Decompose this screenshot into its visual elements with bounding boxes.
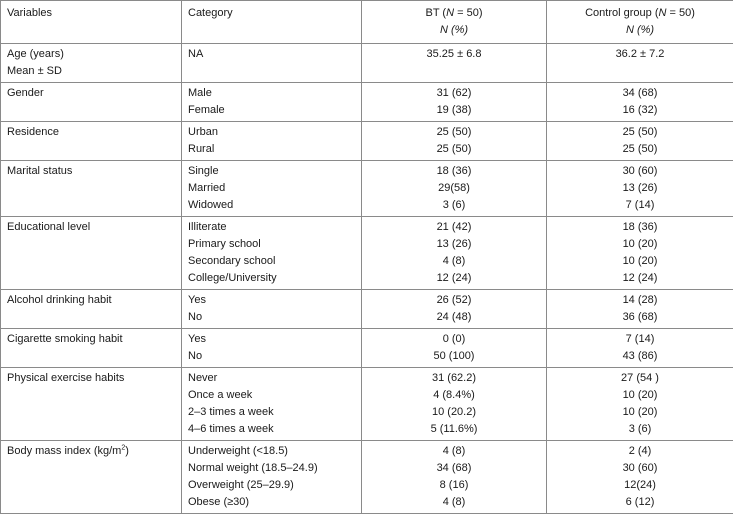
table-row [1,122,733,161]
table-row [1,217,733,290]
bt-value: 8 (16) [368,477,540,494]
category-cell [182,217,362,290]
category-value: Once a week [188,387,355,404]
bt-cell [362,290,547,329]
bt-value: 24 (48) [368,309,540,326]
control-cell [547,44,733,83]
control-value: 2 (4) [553,443,727,460]
control-value: 43 (86) [553,348,727,365]
bt-value: 5 (11.6%) [368,421,540,438]
table-row [1,161,733,217]
category-value: Never [188,370,355,387]
control-value: 7 (14) [553,197,727,214]
control-value: 36.2 ± 7.2 [553,46,727,63]
control-value: 7 (14) [553,331,727,348]
variable-cell: Alcohol drinking habit [1,290,182,329]
control-value: 25 (50) [553,141,727,158]
control-cell [547,441,733,514]
bt-cell [362,122,547,161]
bt-value: 26 (52) [368,292,540,309]
category-value: Normal weight (18.5–24.9) [188,460,355,477]
control-value: 16 (32) [553,102,727,119]
category-value: Urban [188,124,355,141]
category-cell [182,44,362,83]
bt-cell [362,217,547,290]
control-value: 12(24) [553,477,727,494]
category-value: Obese (≥30) [188,494,355,511]
category-value: Married [188,180,355,197]
control-value: 10 (20) [553,387,727,404]
category-value: Underweight (<18.5) [188,443,355,460]
header-bt-sub: N (%) [368,22,540,39]
bt-value: 18 (36) [368,163,540,180]
control-value: 30 (60) [553,460,727,477]
bt-value: 25 (50) [368,124,540,141]
category-value: NA [188,46,355,63]
category-value: Secondary school [188,253,355,270]
bt-value: 4 (8) [368,253,540,270]
control-cell [547,122,733,161]
variable-cell: Age (years) Mean ± SD [1,44,182,83]
control-value: 6 (12) [553,494,727,511]
category-value: No [188,309,355,326]
bt-cell [362,368,547,441]
control-value: 10 (20) [553,236,727,253]
bt-cell [362,44,547,83]
category-value: Yes [188,331,355,348]
category-value: Male [188,85,355,102]
bt-value: 4 (8.4%) [368,387,540,404]
control-value: 25 (50) [553,124,727,141]
bt-cell [362,441,547,514]
bt-value: 31 (62.2) [368,370,540,387]
bt-cell [362,161,547,217]
header-variables: Variables [1,1,182,44]
control-value: 12 (24) [553,270,727,287]
table-row [1,441,733,514]
header-control-sub: N (%) [553,22,727,39]
table-row [1,329,733,368]
category-value: 2–3 times a week [188,404,355,421]
category-cell [182,83,362,122]
bt-value: 35.25 ± 6.8 [368,46,540,63]
bt-cell [362,83,547,122]
category-value: Female [188,102,355,119]
control-value: 13 (26) [553,180,727,197]
variable-cell: Physical exercise habits [1,368,182,441]
bt-cell [362,329,547,368]
variable-cell: Marital status [1,161,182,217]
control-cell [547,161,733,217]
bt-value: 50 (100) [368,348,540,365]
bt-value: 13 (26) [368,236,540,253]
table-row [1,290,733,329]
category-cell [182,329,362,368]
category-cell [182,290,362,329]
bt-value: 34 (68) [368,460,540,477]
category-value: 4–6 times a week [188,421,355,438]
control-value: 27 (54 ) [553,370,727,387]
control-cell [547,217,733,290]
category-value: Rural [188,141,355,158]
table-row [1,83,733,122]
bt-value: 0 (0) [368,331,540,348]
bt-value: 3 (6) [368,197,540,214]
category-value: Primary school [188,236,355,253]
control-cell [547,83,733,122]
control-cell [547,368,733,441]
header-bt: BT (N = 50) N (%) [362,1,547,44]
category-value: Yes [188,292,355,309]
bt-value: 31 (62) [368,85,540,102]
bt-value: 4 (8) [368,494,540,511]
category-value: Single [188,163,355,180]
table-row [1,368,733,441]
category-cell [182,161,362,217]
control-value: 34 (68) [553,85,727,102]
control-value: 3 (6) [553,421,727,438]
bt-value: 25 (50) [368,141,540,158]
bt-value: 12 (24) [368,270,540,287]
category-cell [182,368,362,441]
header-control: Control group (N = 50) N (%) [547,1,733,44]
category-value: Overweight (25–29.9) [188,477,355,494]
control-cell [547,290,733,329]
bt-value: 10 (20.2) [368,404,540,421]
header-row [1,1,733,44]
bt-value: 19 (38) [368,102,540,119]
header-category: Category [182,1,362,44]
category-value: No [188,348,355,365]
variable-cell: Cigarette smoking habit [1,329,182,368]
bt-value: 21 (42) [368,219,540,236]
variable-cell: Gender [1,83,182,122]
control-cell [547,329,733,368]
category-value: Illiterate [188,219,355,236]
control-value: 36 (68) [553,309,727,326]
control-value: 30 (60) [553,163,727,180]
control-value: 14 (28) [553,292,727,309]
category-value: College/University [188,270,355,287]
variable-cell: Residence [1,122,182,161]
control-value: 18 (36) [553,219,727,236]
bt-value: 4 (8) [368,443,540,460]
control-value: 10 (20) [553,404,727,421]
category-cell [182,122,362,161]
category-cell [182,441,362,514]
variable-cell: Body mass index $(kg/m^2)$ [1,441,182,514]
bt-value: 29(58) [368,180,540,197]
variable-cell: Educational level [1,217,182,290]
table-row [1,44,733,83]
category-value: Widowed [188,197,355,214]
control-value: 10 (20) [553,253,727,270]
